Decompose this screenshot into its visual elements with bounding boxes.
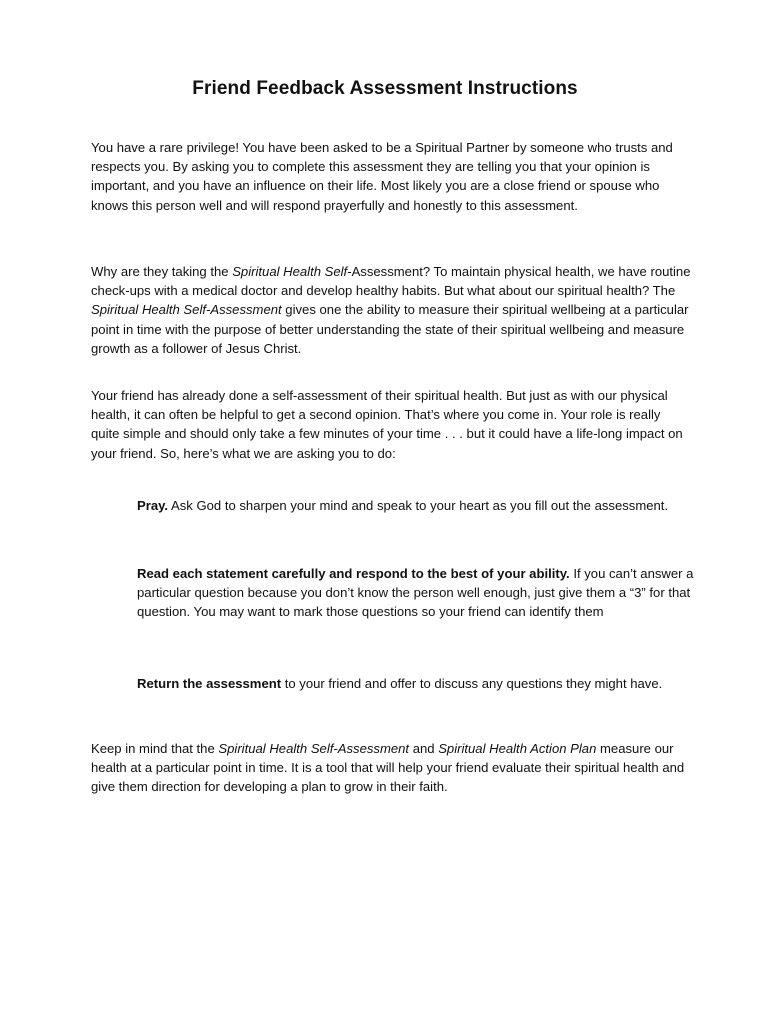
why-text-b: -Assessment? To maintain physical health, we have routine check-ups with a medical doctor and develop healthy habits. But what about our spiritual health? The [91, 264, 691, 299]
closing-paragraph [91, 739, 691, 797]
instruction-text: to your friend and offer to discuss any questions they might have. [281, 676, 663, 691]
closing-italic-a: Spiritual Health Self-Assessment [218, 741, 410, 756]
instruction-heading: Read each statement carefully and respond to the best of your ability. [137, 566, 570, 581]
closing-text-c: measure our health at a particular point in time. It is a tool that will help your friend evaluate their spiritual health and give them direction for developing a plan to grow in their faith. [91, 741, 685, 795]
closing-italic-b: Spiritual Health Action Plan [438, 741, 597, 756]
why-paragraph [91, 262, 691, 358]
instruction-item-pray [137, 496, 697, 515]
instruction-text: If you can’t answer a particular question because you don’t know the person well enough, just give them a “3” for that question. You may want to mark those questions so your friend can identify them [137, 566, 694, 620]
why-text-c: gives one the ability to measure their spiritual wellbeing at a particular point in time with the purpose of better understanding the state of their spiritual wellbeing and measure growth as a follower of Jesus Christ. [91, 302, 689, 356]
second-opinion-paragraph: Your friend has already done a self-assessment of their spiritual health. But just as with our physical health, it can often be helpful to get a second opinion. That’s where you come in. Your role is really quite simple and should only take a few minutes of your time . . . but it could have a life-long impact on your friend. So, here’s what we are asking you to do: [91, 388, 683, 461]
why-text-a: Why are they taking the [91, 264, 233, 279]
why-italic-b: Spiritual Health Self-Assessment [91, 302, 282, 318]
instruction-item-read [137, 564, 697, 622]
page-title: Friend Feedback Assessment Instructions [192, 78, 578, 99]
instruction-text: Ask God to sharpen your mind and speak to your heart as you fill out the assessment. [168, 498, 669, 513]
intro-paragraph: You have a rare privilege! You have been asked to be a Spiritual Partner by someone who trusts and respects you. By asking you to complete this assessment they are telling you that your opinion is important, and you have an influence on their life. Most likely you are a close friend or spouse who knows this person well and will respond prayerfully and honestly to this assessment. [91, 140, 673, 213]
closing-text-a: Keep in mind that the [91, 741, 219, 756]
closing-text-b: and [409, 741, 439, 756]
instruction-heading: Pray. [137, 498, 169, 513]
why-italic-a: Spiritual Health Self [232, 264, 348, 279]
instruction-heading: Return the assessment [137, 676, 282, 691]
instruction-item-return [137, 674, 697, 693]
